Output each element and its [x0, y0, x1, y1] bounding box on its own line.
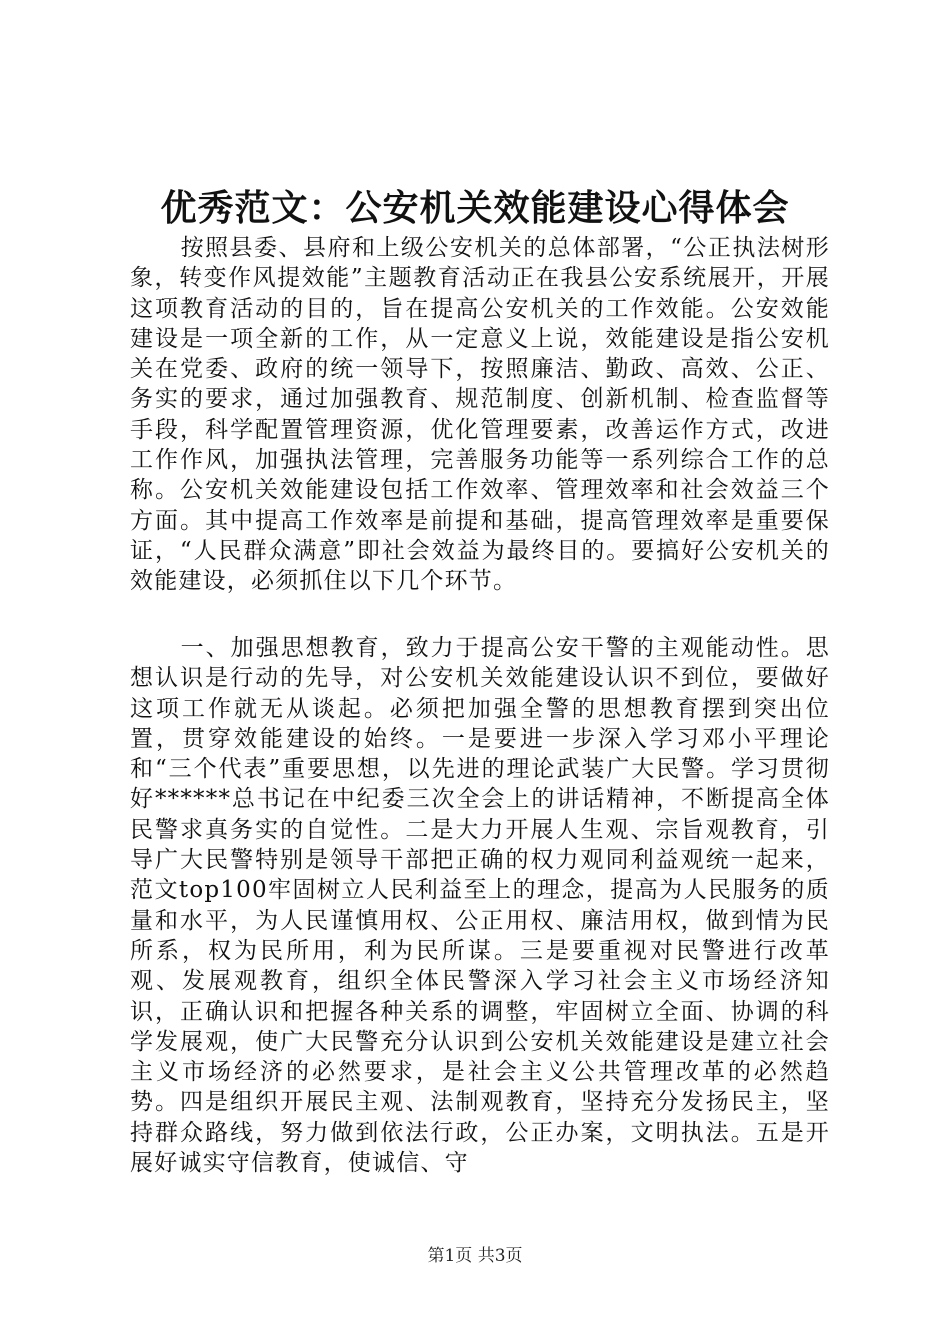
document-title: 优秀范文：公安机关效能建设心得体会 — [160, 188, 790, 229]
page-number-footer: 第1页 共3页 — [427, 1246, 523, 1266]
paragraph-intro: 按照县委、县府和上级公安机关的总体部署，“公正执法树形象，转变作风提效能”主题教育活动正在我县公安系统展开，开展这项教育活动的目的，旨在提高公安机关的工作效能。公安效能建设是一项全新的工作，从一定意义上说，效能建设是指公安机关在党委、政府的统一领导下，按照廉洁、勤政、高效、公正、务实的要求，通过加强教育、规范制度、创新机制、检查监督等手段，科学配置管理资源，优化管理要素，改善运作方式，改进工作作风，加强执法管理，完善服务功能等一系列综合工作的总称。公安机关效能建设包括工作效率、管理效率和社会效益三个方面。其中提高工作效率是前提和基础，提高管理效率是重要保证，“人民群众满意”即社会效益为最终目的。要搞好公安机关的效能建设，必须抓住以下几个环节。 — [130, 235, 830, 595]
paragraph-section-1: 一、加强思想教育，致力于提高公安干警的主观能动性。思想认识是行动的先导，对公安机关效能建设认识不到位，要做好这项工作就无从谈起。必须把加强全警的思想教育摆到突出位置，贯穿效能建设的始终。一是要进一步深入学习邓小平理论和“三个代表”重要思想，以先进的理论武装广大民警。学习贯彻好******总书记在中纪委三次全会上的讲话精神，不断提高全体民警求真务实的自觉性。二是大力开展人生观、宗旨观教育，引导广大民警特别是领导干部把正确的权力观同利益观统一起来，范文top100牢固树立人民利益至上的理念，提高为人民服务的质量和水平，为人民谨慎用权、公正用权、廉洁用权，做到情为民所系，权为民所用，利为民所谋。三是要重视对民警进行改革观、发展观教育，组织全体民警深入学习社会主义市场经济知识，正确认识和把握各种关系的调整，牢固树立全面、协调的科学发展观，使广大民警充分认识到公安机关效能建设是建立社会主义市场经济的必然要求，是社会主义公共管理改革的必然趋势。四是组织开展民主观、法制观教育，坚持充分发扬民主，坚持群众路线，努力做到依法行政，公正办案，文明执法。五是开展好诚实守信教育，使诚信、守 — [130, 635, 830, 1177]
